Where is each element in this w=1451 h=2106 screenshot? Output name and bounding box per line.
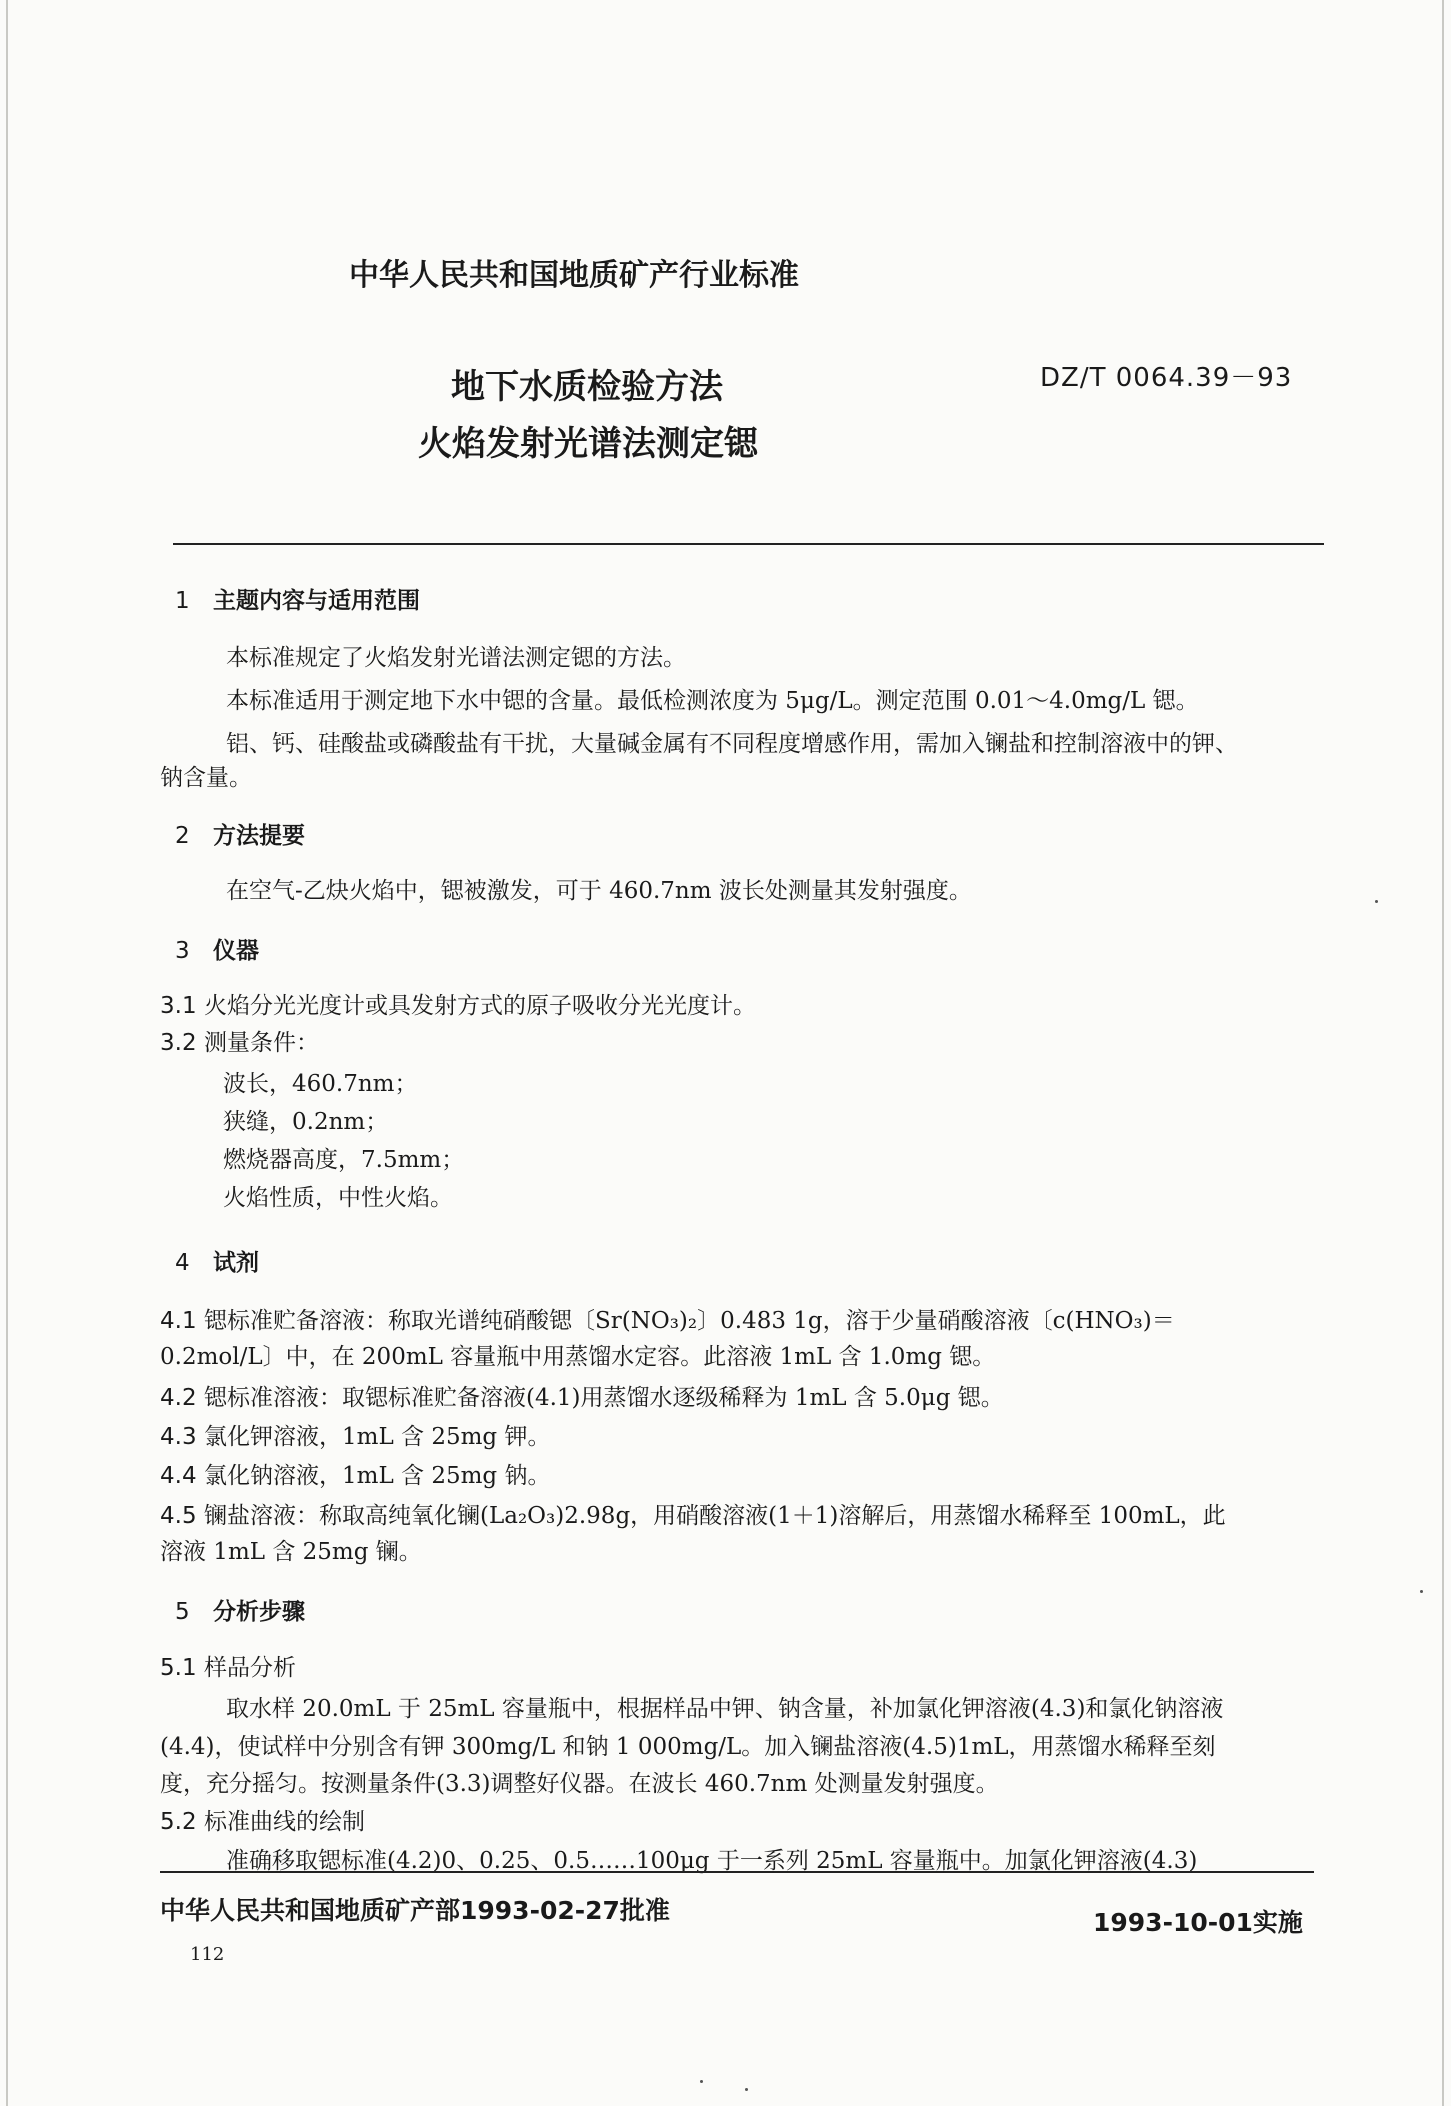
section-number: 5	[175, 1599, 190, 1625]
item-number: 5.1	[160, 1655, 197, 1681]
list-item	[160, 1500, 1226, 1532]
section-number: 4	[175, 1250, 190, 1276]
condition-item: 火焰性质，中性火焰。	[223, 1185, 453, 1211]
section-1-heading	[175, 582, 420, 615]
item-text: 测量条件：	[204, 1030, 319, 1056]
list-item	[160, 1460, 550, 1492]
paragraph-continuation: 度，充分摇匀。按测量条件(3.3)调整好仪器。在波长 460.7nm 处测量发射强度。	[160, 1771, 999, 1797]
section-number: 3	[175, 938, 190, 964]
item-text: 锶标准贮备溶液：称取光谱纯硝酸锶〔Sr(NO₃)₂〕0.483 1g，溶于少量硝酸溶液〔c(HNO₃)＝	[204, 1308, 1175, 1334]
scan-speck	[1375, 900, 1378, 903]
paragraph-continuation: 溶液 1mL 含 25mg 镧。	[160, 1539, 422, 1565]
item-text: 镧盐溶液：称取高纯氧化镧(La₂O₃)2.98g，用硝酸溶液(1＋1)溶解后，用蒸馏水稀释至 100mL，此	[204, 1503, 1226, 1529]
document-title-line2: 火焰发射光谱法测定锶	[418, 424, 758, 464]
paragraph-continuation: 0.2mol/L〕中，在 200mL 容量瓶中用蒸馏水定容。此溶液 1mL 含 1.0mg 锶。	[160, 1344, 996, 1370]
condition-item: 狭缝，0.2nm；	[223, 1109, 389, 1135]
standard-org-title: 中华人民共和国地质矿产行业标准	[349, 258, 799, 293]
section-title: 方法提要	[213, 823, 305, 849]
section-title: 试剂	[213, 1250, 259, 1276]
item-text: 样品分析	[204, 1655, 296, 1681]
section-4-heading	[175, 1244, 259, 1277]
item-text: 氯化钠溶液，1mL 含 25mg 钠。	[204, 1463, 551, 1489]
scan-edge-right	[1442, 0, 1444, 2106]
item-number: 3.2	[160, 1030, 197, 1056]
item-text: 火焰分光光度计或具发射方式的原子吸收分光光度计。	[204, 993, 756, 1019]
paragraph: 在空气-乙炔火焰中，锶被激发，可于 460.7nm 波长处测量其发射强度。	[226, 878, 972, 904]
paragraph: 准确移取锶标准(4.2)0、0.25、0.5……100μg 于一系列 25mL 容量瓶中。加氯化钾溶液(4.3)	[226, 1848, 1198, 1874]
section-number: 1	[175, 588, 190, 614]
paragraph-continuation: (4.4)，使试样中分别含有钾 300mg/L 和钠 1 000mg/L。加入镧盐溶液(4.5)1mL，用蒸馏水稀释至刻	[160, 1734, 1216, 1760]
list-item	[160, 1806, 365, 1838]
item-number: 4.1	[160, 1308, 197, 1334]
list-item	[160, 1652, 296, 1684]
section-title: 仪器	[213, 938, 259, 964]
item-number: 4.4	[160, 1463, 197, 1489]
item-text: 标准曲线的绘制	[204, 1809, 365, 1835]
paragraph-continuation: 钠含量。	[160, 765, 252, 791]
scan-speck	[1420, 1590, 1423, 1593]
scan-edge-left	[6, 0, 8, 2106]
condition-item: 波长，460.7nm；	[223, 1071, 418, 1097]
section-3-heading	[175, 932, 259, 965]
standard-code: DZ/T 0064.39－93	[1040, 363, 1293, 393]
section-5-heading	[175, 1593, 305, 1626]
section-2-heading	[175, 817, 305, 850]
footer-divider	[160, 1871, 1314, 1873]
paragraph: 本标准规定了火焰发射光谱法测定锶的方法。	[226, 645, 686, 671]
item-number: 5.2	[160, 1809, 197, 1835]
page-number: 112	[190, 1944, 225, 1965]
implementation-date: 1993-10-01实施	[1093, 1908, 1303, 1937]
condition-item: 燃烧器高度，7.5mm；	[223, 1147, 465, 1173]
paragraph: 本标准适用于测定地下水中锶的含量。最低检测浓度为 5μg/L。测定范围 0.01～4.0mg/L 锶。	[226, 688, 1199, 714]
document-title-line1: 地下水质检验方法	[451, 367, 723, 407]
item-number: 3.1	[160, 993, 197, 1019]
list-item	[160, 1382, 1004, 1414]
item-number: 4.3	[160, 1424, 197, 1450]
header-divider	[173, 543, 1324, 545]
approval-line: 中华人民共和国地质矿产部1993-02-27批准	[160, 1896, 670, 1925]
scan-speck	[745, 2088, 748, 2091]
section-number: 2	[175, 823, 190, 849]
item-number: 4.2	[160, 1385, 197, 1411]
list-item	[160, 1027, 319, 1059]
item-number: 4.5	[160, 1503, 197, 1529]
paragraph: 铝、钙、硅酸盐或磷酸盐有干扰，大量碱金属有不同程度增感作用，需加入镧盐和控制溶液中的钾、	[226, 731, 1238, 757]
section-title: 主题内容与适用范围	[213, 588, 420, 614]
scan-speck	[700, 2080, 703, 2083]
section-title: 分析步骤	[213, 1599, 305, 1625]
list-item	[160, 1421, 550, 1453]
paragraph: 取水样 20.0mL 于 25mL 容量瓶中，根据样品中钾、钠含量，补加氯化钾溶液(4.3)和氯化钠溶液	[226, 1696, 1224, 1722]
item-text: 锶标准溶液：取锶标准贮备溶液(4.1)用蒸馏水逐级稀释为 1mL 含 5.0μg 锶。	[204, 1385, 1004, 1411]
list-item	[160, 1305, 1175, 1337]
list-item	[160, 990, 756, 1022]
item-text: 氯化钾溶液，1mL 含 25mg 钾。	[204, 1424, 551, 1450]
